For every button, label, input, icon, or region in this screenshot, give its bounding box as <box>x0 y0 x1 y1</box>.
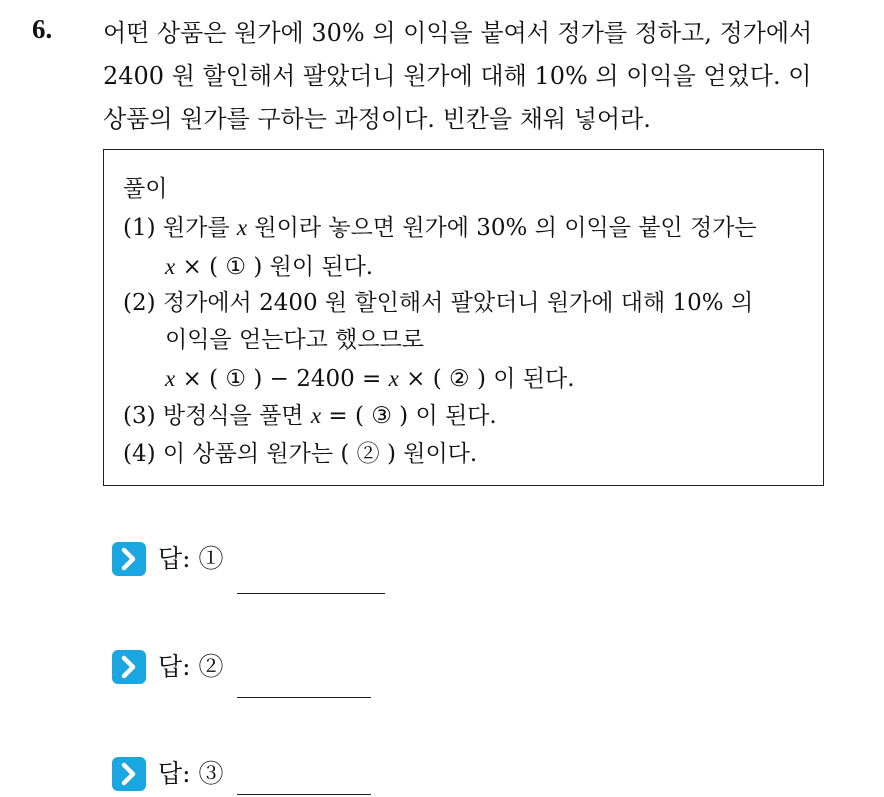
step-2-line-1: (2) 정가에서 2400 원 할인해서 팔았더니 원가에 대해 10% 의 <box>123 290 754 316</box>
step-1-line-2 <box>165 248 373 281</box>
question-line: 어떤 상품은 원가에 30% 의 이익을 붙여서 정가를 정하고, 정가에서 <box>103 19 813 47</box>
question-line: 상품의 원가를 구하는 과정이다. 빈칸을 채워 넣어라. <box>103 105 651 133</box>
step-3-line <box>123 397 497 430</box>
answer-label: 답: ② <box>158 652 224 681</box>
answer-blank-3[interactable] <box>237 794 371 795</box>
question-text <box>103 12 873 141</box>
chevron-right-icon <box>112 757 146 791</box>
variable-x: x <box>388 366 399 391</box>
solution-box <box>103 149 824 486</box>
step-2-text: × ( ① ) − 2400 = <box>175 366 389 392</box>
variable-x: x <box>236 215 248 240</box>
variable-x: x <box>165 366 176 391</box>
step-1-text: × ( ① ) 원이 된다. <box>175 254 374 280</box>
variable-x: x <box>310 403 322 428</box>
answer-label: 답: ③ <box>158 759 224 788</box>
step-3-text: (3) 방정식을 풀면 <box>123 403 311 429</box>
step-1-text: 원이라 놓으면 원가에 30% 의 이익을 붙인 정가는 <box>247 215 757 241</box>
question-number: 6. <box>32 14 53 44</box>
chevron-right-icon <box>112 542 146 576</box>
answer-label: 답: ① <box>158 544 224 573</box>
answer-blank-1[interactable] <box>237 593 385 594</box>
step-2-line-2: 이익을 얻는다고 했으므로 <box>165 327 425 353</box>
question-line: 2400 원 할인해서 팔았더니 원가에 대해 10% 의 이익을 얻었다. 이 <box>103 62 812 90</box>
step-4-line: (4) 이 상품의 원가는 ( ② ) 원이다. <box>123 441 478 467</box>
step-2-line-3 <box>165 360 575 393</box>
step-3-text: = ( ③ ) 이 된다. <box>321 403 497 429</box>
answer-blank-2[interactable] <box>237 697 371 698</box>
variable-x: x <box>165 254 176 279</box>
step-2-text: × ( ② ) 이 된다. <box>398 366 575 392</box>
solution-heading: 풀이 <box>123 176 168 202</box>
step-1-line-1 <box>123 209 757 242</box>
chevron-right-icon <box>112 650 146 684</box>
step-1-text: (1) 원가를 <box>123 215 237 241</box>
